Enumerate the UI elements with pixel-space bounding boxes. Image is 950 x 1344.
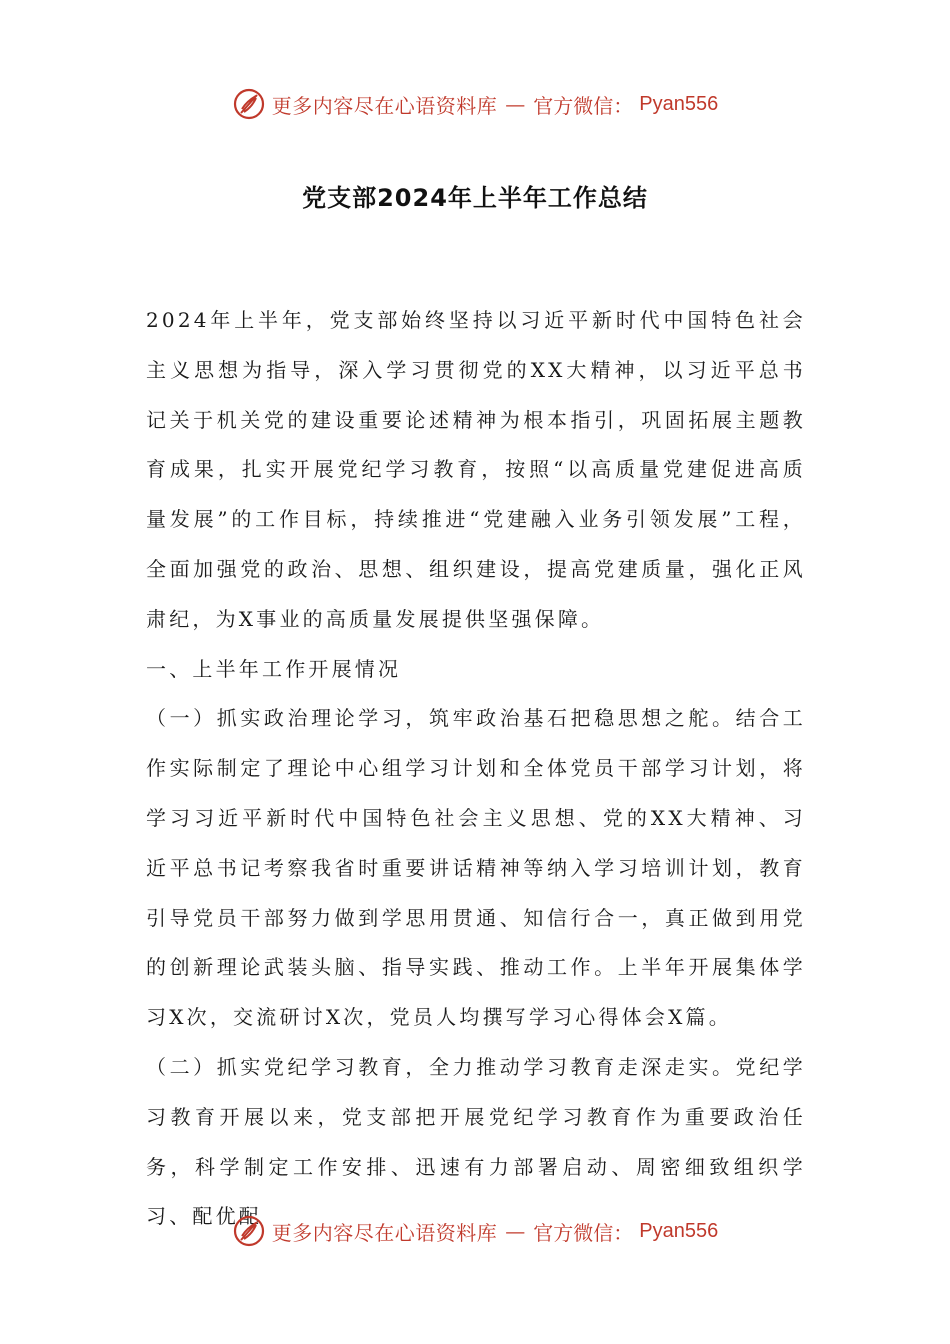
intro-paragraph: 2024年上半年，党支部始终坚持以习近平新时代中国特色社会主义思想为指导，深入学习贯彻党的XX大精神，以习近平总书记关于机关党的建设重要论述精神为根本指引，巩固拓展主题教育成果，扎实开展党纪学习教育，按照“以高质量党建促进高质量发展”的工作目标，持续推进“党建融入业务引领发展”工程，全面加强党的政治、思想、组织建设，提高党建质量，强化正风肃纪，为X事业的高质量发展提供坚强保障。 (146, 308, 806, 631)
watermark-wechat-label: 官方微信： (533, 93, 634, 118)
watermark-site-text: 更多内容尽在心语资料库 (271, 93, 498, 118)
watermark-wechat-id: Pyan556 (639, 1219, 719, 1242)
document-body (146, 296, 806, 1242)
document-title: 党支部2024年上半年工作总结 (302, 184, 648, 212)
subsection-paragraph-1: （一）抓实政治理论学习，筑牢政治基石把稳思想之舵。结合工作实际制定了理论中心组学习计划和全体党员干部学习计划，将学习习近平新时代中国特色社会主义思想、党的XX大精神、习近平总书记考察我省时重要讲话精神等纳入学习培训计划，教育引导党员干部努力做到学思用贯通、知信行合一，真正做到用党的创新理论武装头脑、指导实践、推动工作。上半年开展集体学习X次，交流研讨X次，党员人均撰写学习心得体会X篇。 (146, 706, 806, 1030)
watermark-banner-top (0, 84, 950, 124)
feather-pen-logo-icon (232, 1214, 266, 1248)
subsection-paragraph-2: （二）抓实党纪学习教育，全力推动学习教育走深走实。党纪学习教育开展以来，党支部把开展党纪学习教育作为重要政治任务，科学制定工作安排、迅速有力部署启动、周密细致组织学习、配优配 (146, 1054, 806, 1229)
watermark-banner-bottom (0, 1211, 950, 1251)
section-heading: 一、上半年工作开展情况 (146, 656, 402, 681)
feather-pen-logo-icon (232, 87, 266, 121)
watermark-wechat-id: Pyan556 (639, 92, 719, 115)
watermark-separator: — (505, 1219, 526, 1243)
watermark-separator: — (505, 92, 526, 116)
watermark-wechat-label: 官方微信： (533, 1220, 634, 1245)
watermark-site-text: 更多内容尽在心语资料库 (271, 1220, 498, 1245)
